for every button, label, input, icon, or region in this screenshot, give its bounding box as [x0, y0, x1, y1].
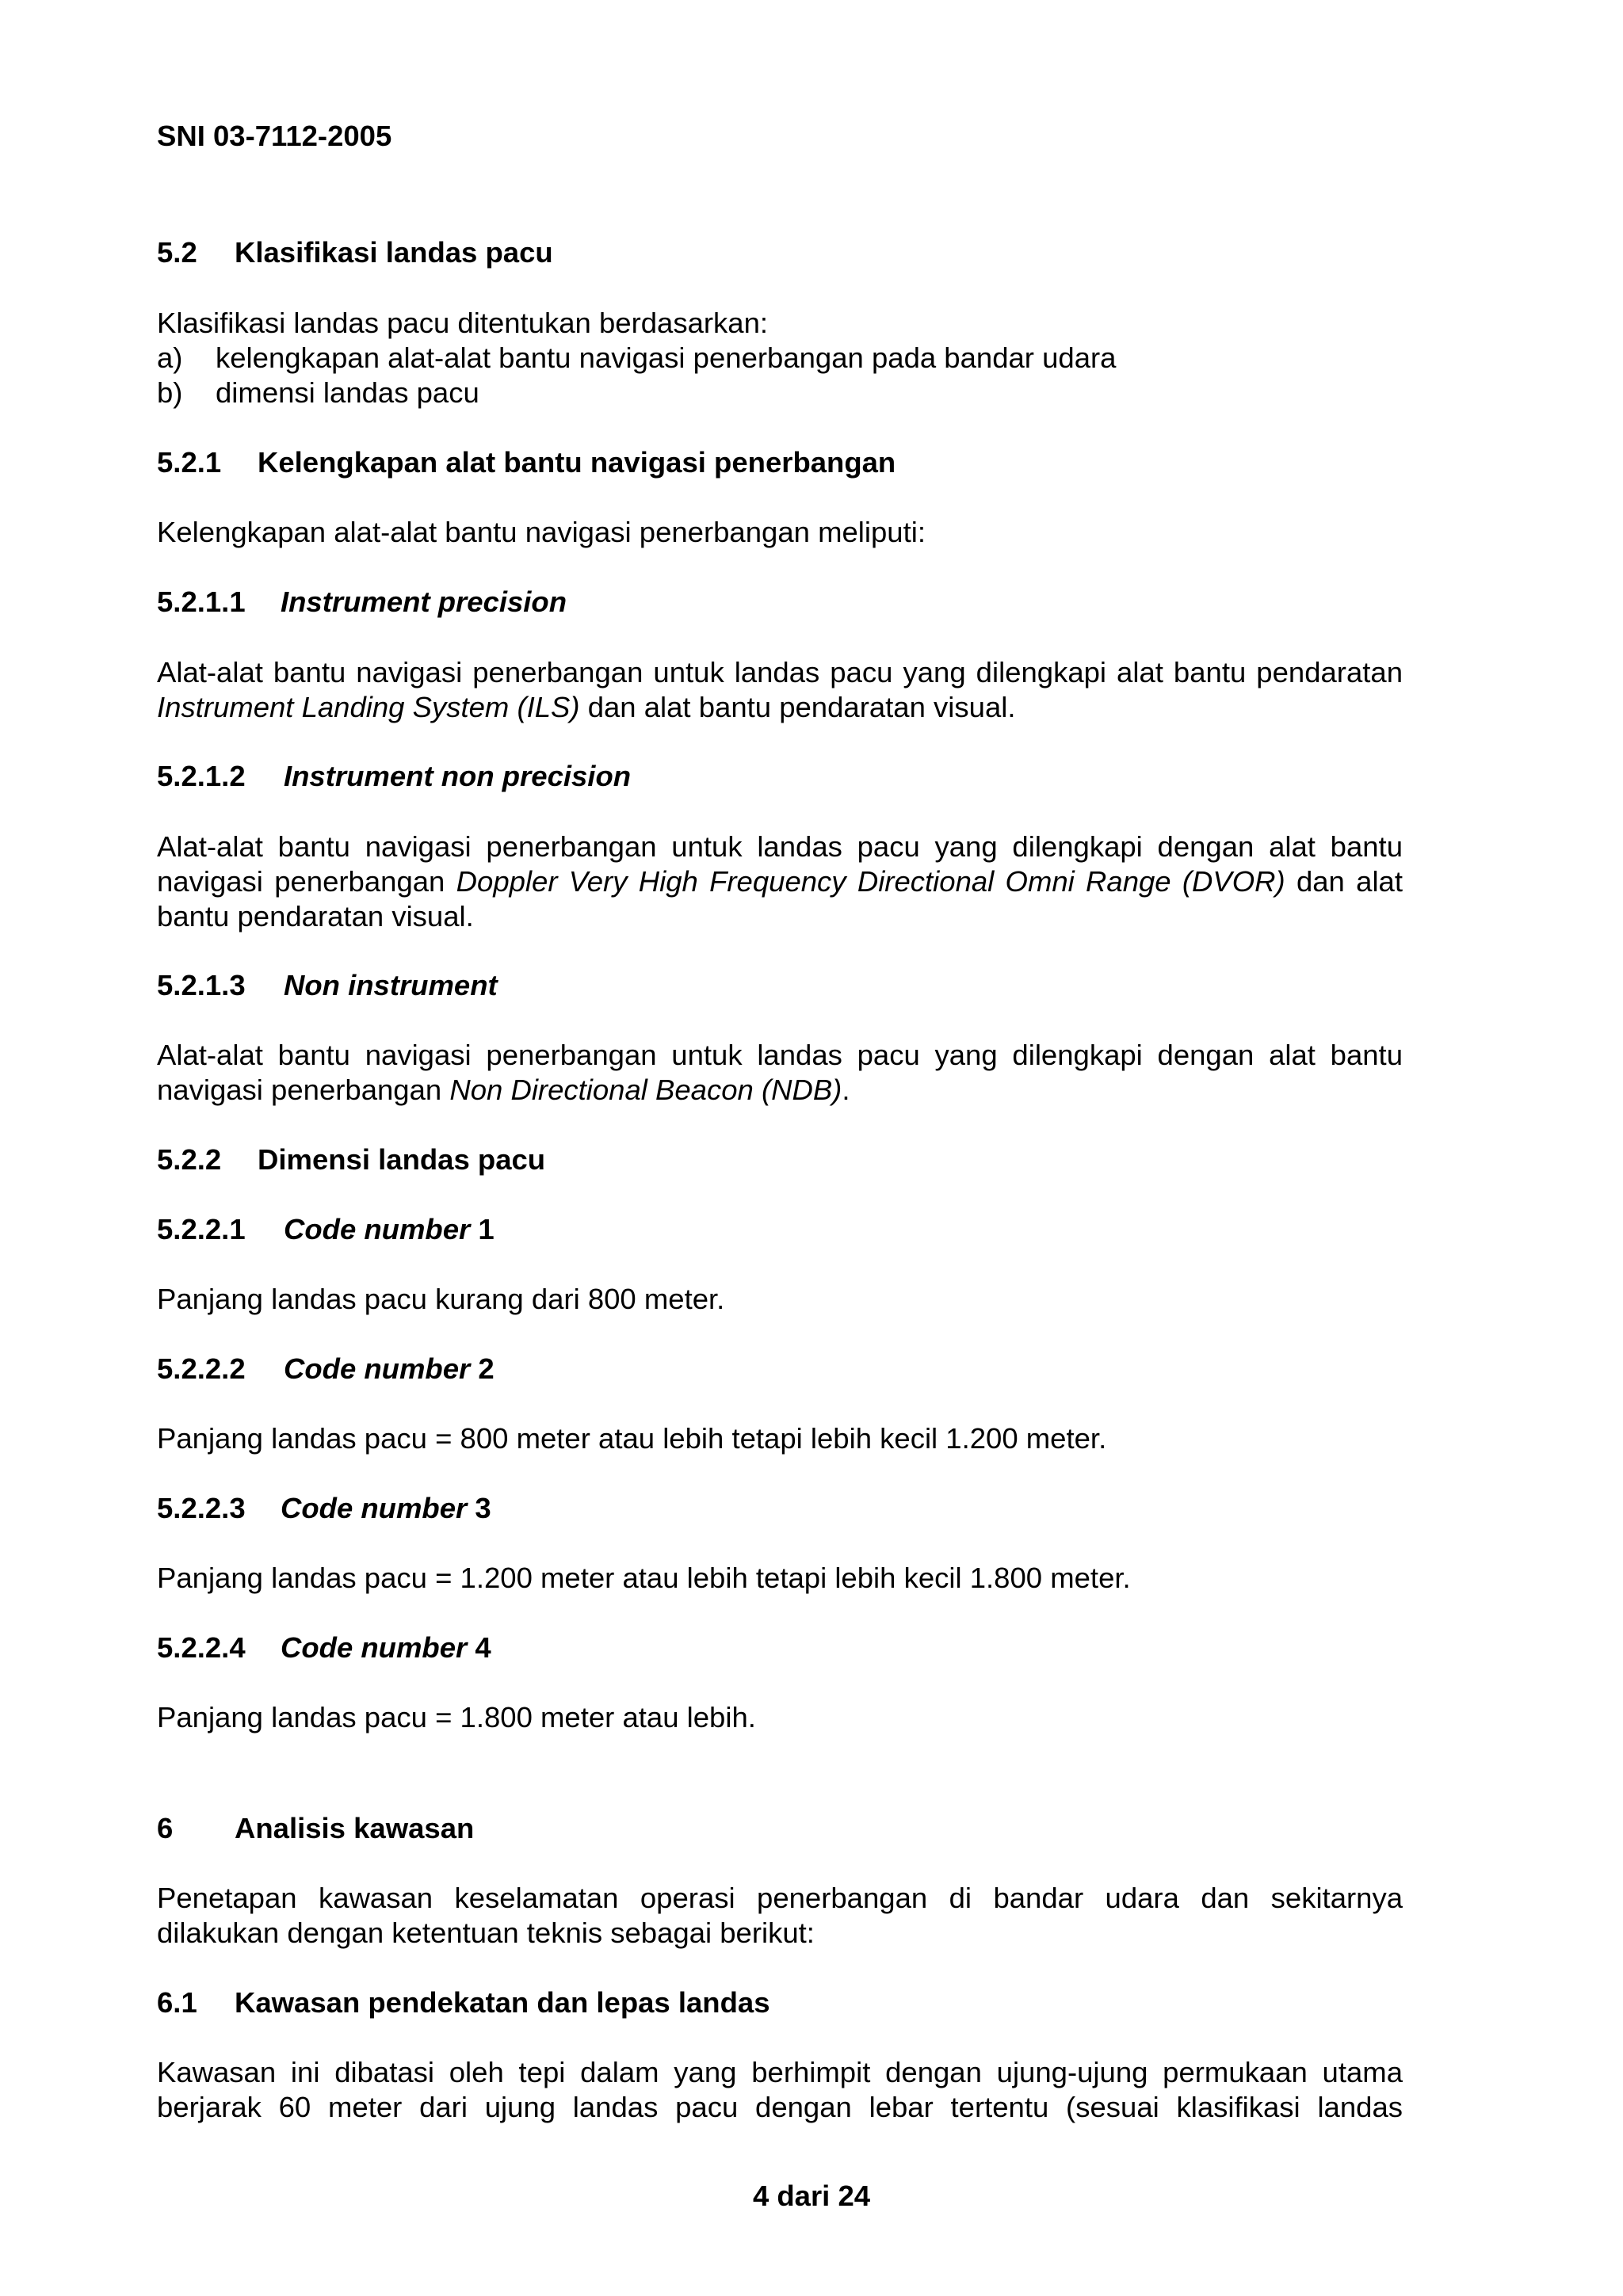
section-title: Instrument precision: [281, 585, 567, 618]
section-number: 6: [157, 1812, 174, 1844]
section-title: Code number: [281, 1631, 468, 1664]
section-title: Kelengkapan alat bantu navigasi penerbangan: [258, 446, 896, 479]
list-item-text: dimensi landas pacu: [216, 376, 479, 409]
section-heading-5-2-2-3: [157, 1491, 1403, 1526]
paragraph-5-2-1-3: [157, 1038, 1403, 1108]
code-number: 1: [470, 1213, 495, 1245]
section-number: 5.2.2.2: [157, 1352, 246, 1385]
list-marker: a): [157, 341, 183, 374]
section-heading-5-2-1-2: [157, 759, 1403, 794]
paragraph-6: Penetapan kawasan keselamatan operasi penerbangan di bandar udara dan sekitarnya dilakukan dengan ketentuan teknis sebagai berikut:: [157, 1882, 1403, 1949]
section-title: Klasifikasi landas pacu: [235, 236, 553, 269]
section-title: Kawasan pendekatan dan lepas landas: [235, 1986, 770, 2019]
section-title: Code number: [284, 1213, 471, 1245]
paragraph-5-2-2-1: Panjang landas pacu kurang dari 800 meter.: [157, 1283, 725, 1315]
section-heading-6-1: [157, 1985, 1403, 2020]
section-heading-5-2-2-4: [157, 1630, 1403, 1665]
section-number: 5.2.1.2: [157, 760, 246, 792]
paragraph-text: .: [842, 1074, 850, 1106]
section-heading-6: [157, 1811, 1403, 1846]
section-title: Code number: [281, 1492, 468, 1524]
code-number: 4: [467, 1631, 491, 1664]
paragraph-5-2-2-4: Panjang landas pacu = 1.800 meter atau lebih.: [157, 1701, 756, 1733]
italic-term: Non Directional Beacon (NDB): [449, 1074, 842, 1106]
paragraph-5-2-1-2: [157, 830, 1403, 934]
italic-term: Instrument Landing System (ILS): [157, 691, 580, 723]
document-id: SNI 03-7112-2005: [157, 120, 392, 152]
section-heading-5-2-1: [157, 445, 1403, 480]
section-number: 5.2.2.4: [157, 1631, 246, 1664]
section-number: 5.2.2.1: [157, 1213, 246, 1245]
paragraph-text: dan alat bantu pendaratan visual.: [157, 865, 1403, 933]
paragraph-text: dan alat bantu pendaratan visual.: [579, 691, 1016, 723]
section-title: Instrument non precision: [284, 760, 632, 792]
paragraph-5-2-1: Kelengkapan alat-alat bantu navigasi penerbangan meliputi:: [157, 516, 926, 548]
page-number: 4 dari 24: [752, 2180, 871, 2212]
italic-term: Doppler Very High Frequency Directional Omni Range (DVOR): [456, 865, 1285, 898]
section-title: Code number: [284, 1352, 471, 1385]
section-number: 5.2.1.3: [157, 969, 246, 1001]
list-item: [157, 341, 1403, 376]
section-heading-5-2-1-3: [157, 968, 1403, 1003]
section-heading-5-2: [157, 235, 1403, 270]
list-marker: b): [157, 376, 183, 409]
section-title: Analisis kawasan: [235, 1812, 475, 1844]
section-number: 6.1: [157, 1986, 197, 2019]
section-heading-5-2-2: [157, 1142, 1403, 1177]
paragraph-text: Alat-alat bantu navigasi penerbangan untuk landas pacu yang dilengkapi dengan alat bantu navigasi penerbangan: [157, 830, 1403, 898]
paragraph-5-2-intro: Klasifikasi landas pacu ditentukan berdasarkan:: [157, 307, 769, 339]
paragraph-6-1: Kawasan ini dibatasi oleh tepi dalam yang berhimpit dengan ujung-ujung permukaan utama berjarak 60 meter dari ujung landas pacu dengan lebar tertentu (sesuai klasifikasi landas: [157, 2056, 1403, 2123]
paragraph-text: Alat-alat bantu navigasi penerbangan untuk landas pacu yang dilengkapi dengan alat bantu navigasi penerbangan: [157, 1039, 1403, 1106]
section-heading-5-2-2-2: [157, 1352, 1403, 1386]
section-heading-5-2-1-1: [157, 585, 1403, 620]
section-number: 5.2.1: [157, 446, 222, 479]
section-title: Dimensi landas pacu: [258, 1143, 546, 1176]
section-number: 5.2: [157, 236, 197, 269]
list-item: [157, 376, 1403, 410]
paragraph-text: Alat-alat bantu navigasi penerbangan untuk landas pacu yang dilengkapi alat bantu pendaratan: [157, 656, 1403, 688]
code-number: 3: [467, 1492, 491, 1524]
section-number: 5.2.1.1: [157, 585, 246, 618]
paragraph-5-2-2-3: Panjang landas pacu = 1.200 meter atau lebih tetapi lebih kecil 1.800 meter.: [157, 1562, 1131, 1594]
paragraph-5-2-1-1: [157, 655, 1403, 725]
code-number: 2: [470, 1352, 495, 1385]
list-item-text: kelengkapan alat-alat bantu navigasi penerbangan pada bandar udara: [216, 341, 1117, 374]
section-number: 5.2.2: [157, 1143, 222, 1176]
section-heading-5-2-2-1: [157, 1212, 1403, 1247]
section-title: Non instrument: [284, 969, 498, 1001]
section-number: 5.2.2.3: [157, 1492, 246, 1524]
paragraph-5-2-2-2: Panjang landas pacu = 800 meter atau lebih tetapi lebih kecil 1.200 meter.: [157, 1422, 1107, 1455]
